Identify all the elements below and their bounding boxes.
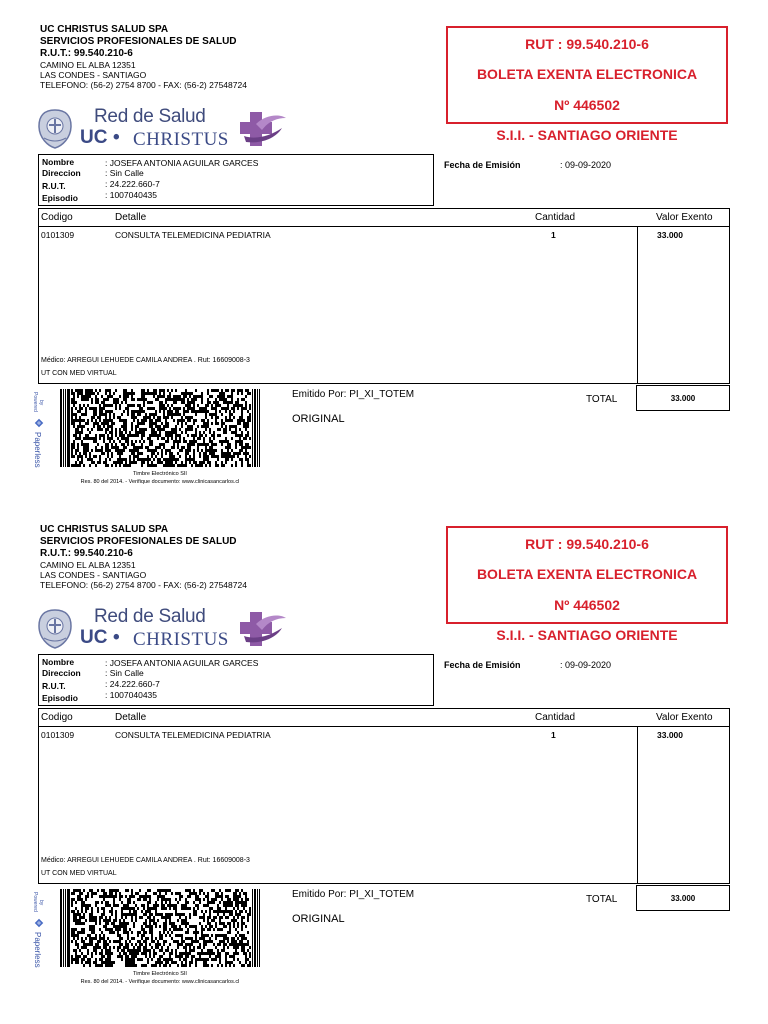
total-value: 33.000 (670, 894, 696, 903)
logo-red-de-salud: Red de Salud (94, 106, 206, 127)
patient-name: : JOSEFA ANTONIA AGUILAR GARCES (105, 158, 259, 168)
col-codigo: Codigo (41, 212, 73, 223)
row-codigo: 0101309 (41, 730, 75, 740)
logo-uc: UC (80, 627, 108, 648)
col-detalle: Detalle (115, 212, 147, 223)
pdf417-barcode (60, 889, 260, 967)
timbre-electronico (60, 970, 260, 986)
christus-cross-icon (236, 110, 288, 148)
timbre-resolution: Res. 80 del 2014. - Verifique documento: www.clinicasancarlos.cl (80, 979, 240, 985)
fecha-emision-label: Fecha de Emisión (444, 660, 521, 670)
powered-by-text: by (38, 900, 44, 906)
logo-dot: • (113, 127, 120, 148)
document-type-box (446, 526, 728, 624)
paperless-text: Paperless (33, 432, 42, 468)
items-table (38, 708, 730, 884)
items-table-header (39, 709, 729, 727)
university-seal-icon (36, 608, 74, 650)
timbre-title: Timbre Electrónico SII (133, 971, 187, 977)
receipt (0, 0, 768, 500)
patient-rut: : 24.222.660-7 (105, 679, 160, 689)
timbre-title: Timbre Electrónico SII (133, 471, 187, 477)
patient-label-episodio: Episodio (42, 193, 78, 203)
receipt (0, 500, 768, 1000)
row-codigo: 0101309 (41, 230, 75, 240)
medico-line: Médico: ARREGUI LEHUEDE CAMILA ANDREA . Rut: 16609008-3 (41, 357, 250, 364)
document-rut: RUT : 99.540.210-6 (525, 536, 649, 552)
fecha-emision-value: : 09-09-2020 (560, 660, 612, 670)
issuer-phone: TELEFONO: (56-2) 2754 8700 - FAX: (56-2) 27548724 (40, 80, 247, 90)
document-type: BOLETA EXENTA ELECTRONICA (476, 66, 698, 82)
total-box (636, 885, 730, 911)
col-cantidad: Cantidad (535, 212, 576, 223)
document-number: Nº 446502 (554, 97, 620, 113)
uc-christus-logo (36, 606, 286, 652)
patient-address: : Sin Calle (105, 668, 144, 678)
patient-label-rut: R.U.T. (42, 681, 66, 691)
emitido-por: Emitido Por: PI_XI_TOTEM (292, 389, 415, 400)
row-cantidad: 1 (551, 230, 556, 240)
christus-cross-icon (236, 610, 288, 648)
paperless-logo-icon (28, 890, 50, 974)
uc-christus-logo (36, 106, 286, 152)
document-rut: RUT : 99.540.210-6 (525, 36, 649, 52)
document-type: BOLETA EXENTA ELECTRONICA (476, 566, 698, 582)
logo-christus: CHRISTUS (133, 629, 229, 650)
logo-red-de-salud: Red de Salud (94, 606, 206, 627)
issuer-address: CAMINO EL ALBA 12351 (40, 560, 136, 570)
issuer-city: LAS CONDES - SANTIAGO (40, 570, 147, 580)
patient-name: : JOSEFA ANTONIA AGUILAR GARCES (105, 658, 259, 668)
document-number: Nº 446502 (554, 597, 620, 613)
patient-label-rut: R.U.T. (42, 181, 66, 191)
total-box (636, 385, 730, 411)
paperless-text: Paperless (33, 932, 42, 968)
unidad-line: UT CON MED VIRTUAL (41, 370, 117, 377)
issuer-rut: R.U.T.: 99.540.210-6 (40, 548, 133, 559)
col-detalle: Detalle (115, 712, 147, 723)
issuer-name: UC CHRISTUS SALUD SPA (40, 524, 169, 535)
patient-label-episodio: Episodio (42, 693, 78, 703)
issuer-rut: R.U.T.: 99.540.210-6 (40, 48, 133, 59)
logo-dot: • (113, 627, 120, 648)
timbre-electronico (60, 470, 260, 486)
issuer-name: UC CHRISTUS SALUD SPA (40, 24, 169, 35)
issuer-phone: TELEFONO: (56-2) 2754 8700 - FAX: (56-2) 27548724 (40, 580, 247, 590)
total-value: 33.000 (670, 394, 696, 403)
powered-by-text: by (38, 400, 44, 406)
fecha-emision-label: Fecha de Emisión (444, 160, 521, 170)
patient-box (38, 154, 434, 206)
patient-rut: : 24.222.660-7 (105, 179, 160, 189)
patient-label-nombre: Nombre (42, 657, 75, 667)
emitido-por: Emitido Por: PI_XI_TOTEM (292, 889, 415, 900)
row-detalle: CONSULTA TELEMEDICINA PEDIATRIA (115, 230, 271, 240)
issuer-division: SERVICIOS PROFESIONALES DE SALUD (40, 36, 237, 47)
document-type-box (446, 26, 728, 124)
copy-label: ORIGINAL (292, 413, 345, 425)
col-codigo: Codigo (41, 712, 73, 723)
issuer-division: SERVICIOS PROFESIONALES DE SALUD (40, 536, 237, 547)
unidad-line: UT CON MED VIRTUAL (41, 870, 117, 877)
issuer-block (40, 24, 420, 90)
sii-office: S.I.I. - SANTIAGO ORIENTE (496, 627, 678, 643)
issuer-block (40, 524, 420, 590)
patient-label-direccion: Direccion (42, 168, 81, 178)
items-table (38, 208, 730, 384)
row-valor: 33.000 (657, 730, 683, 740)
pdf417-barcode (60, 389, 260, 467)
issuer-address: CAMINO EL ALBA 12351 (40, 60, 136, 70)
col-cantidad: Cantidad (535, 712, 576, 723)
col-valor-exento: Valor Exento (656, 212, 713, 223)
row-detalle: CONSULTA TELEMEDICINA PEDIATRIA (115, 730, 271, 740)
powered-text: Powered (32, 392, 38, 412)
total-label: TOTAL (586, 894, 618, 905)
issuer-city: LAS CONDES - SANTIAGO (40, 70, 147, 80)
patient-address: : Sin Calle (105, 168, 144, 178)
col-valor-exento: Valor Exento (656, 712, 713, 723)
sii-office: S.I.I. - SANTIAGO ORIENTE (496, 127, 678, 143)
patient-label-direccion: Direccion (42, 668, 81, 678)
timbre-resolution: Res. 80 del 2014. - Verifique documento: www.clinicasancarlos.cl (80, 479, 240, 485)
patient-box (38, 654, 434, 706)
medico-line: Médico: ARREGUI LEHUEDE CAMILA ANDREA . Rut: 16609008-3 (41, 857, 250, 864)
copy-label: ORIGINAL (292, 913, 345, 925)
patient-label-nombre: Nombre (42, 157, 75, 167)
fecha-emision-value: : 09-09-2020 (560, 160, 612, 170)
logo-christus: CHRISTUS (133, 129, 229, 150)
paperless-logo-icon (28, 390, 50, 474)
items-table-header (39, 209, 729, 227)
powered-text: Powered (32, 892, 38, 912)
patient-episode: : 1007040435 (105, 690, 157, 700)
university-seal-icon (36, 108, 74, 150)
logo-uc: UC (80, 127, 108, 148)
total-label: TOTAL (586, 394, 618, 405)
patient-episode: : 1007040435 (105, 190, 157, 200)
row-cantidad: 1 (551, 730, 556, 740)
row-valor: 33.000 (657, 230, 683, 240)
